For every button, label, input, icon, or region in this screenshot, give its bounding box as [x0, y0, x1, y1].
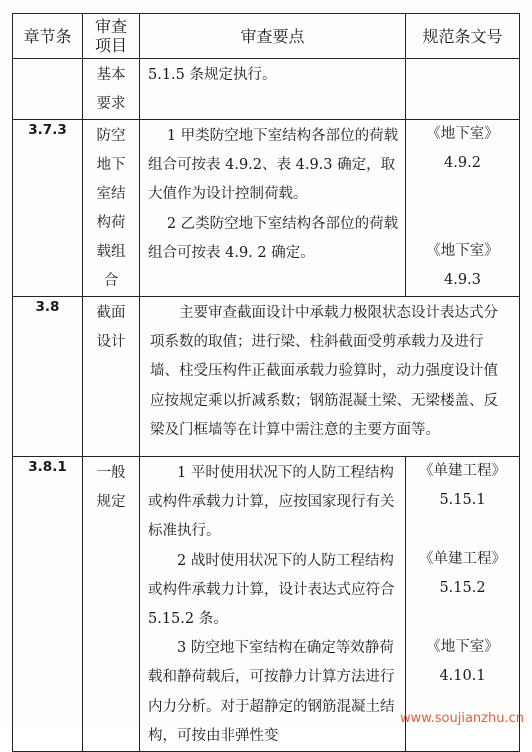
row-section: 3.8.1 [13, 457, 83, 752]
row-points [140, 457, 406, 752]
table-row [13, 59, 520, 120]
row-item: 一般 规定 [83, 457, 140, 752]
row-points [140, 120, 406, 297]
review-table [12, 13, 520, 752]
row-section [13, 59, 83, 120]
row-merged-text [140, 297, 520, 457]
table-row [13, 120, 520, 297]
row-item: 基本 要求 [83, 59, 140, 120]
point-text: 1 平时使用状况下的人防工程结构或构件承载力计算，应按国家现行有关标准执行。 [148, 465, 395, 540]
row-section: 3.8 [13, 297, 83, 457]
ref-text: 《地下室》 4.9.2 [426, 126, 499, 172]
watermark-text: www.soujianzhu.cn [399, 711, 524, 726]
ref-text: 《地下室》 4.9.3 [426, 243, 499, 289]
row-item: 防空 地下 室结 构荷 载组 合 [83, 120, 140, 297]
row-item: 截面 设计 [83, 297, 140, 457]
point-text: 3 防空地下室结构在确定等效静荷载和静荷载后，可按静力计算方法进行内力分析。对于超静定的钢筋混凝土结构，可按由非弹性变 [148, 640, 395, 744]
point-text: 2 战时使用状况下的人防工程结构或构件承载力计算，设计表达式应符合 5.15.2 条。 [148, 552, 395, 628]
row-refs [406, 120, 520, 297]
header-item: 审查 项目 [83, 14, 140, 59]
point-text: 1 甲类防空地下室结构各部位的荷载组合可按表 4.9.2、表 4.9.3 确定，取大值作为设计控制荷载。 [148, 128, 399, 203]
ref-text: 《单建工程》 5.15.1 [419, 463, 506, 509]
table-row [13, 457, 520, 752]
header-refs: 规范条文号 [406, 14, 520, 59]
row-refs [406, 457, 520, 752]
table-header-row [13, 14, 520, 59]
header-points: 审查要点 [140, 14, 406, 59]
ref-text: 《地下室》 4.10.1 [426, 639, 499, 685]
row-points [140, 59, 406, 120]
row-refs [406, 59, 520, 120]
table-row [13, 297, 520, 457]
merged-paragraph: 主要审查截面设计中承载力极限状态设计表达式分项系数的取值；进行梁、柱斜截面受剪承载力及进行墙、柱受压构件正截面承载力验算时，动力强度设计值应按规定乘以折减系数；钢筋混凝土梁、无梁楼盖、反梁及门框墙等在计算中需注意的主要方面等。 [150, 305, 498, 438]
point-text: 2 乙类防空地下室结构各部位的荷载组合可按表 4.9. 2 确定。 [148, 215, 399, 261]
ref-text: 《单建工程》 5.15.2 [419, 551, 506, 597]
point-text: 5.1.5 条规定执行。 [148, 67, 277, 83]
row-section: 3.7.3 [13, 120, 83, 297]
header-section: 章节条 [13, 14, 83, 59]
